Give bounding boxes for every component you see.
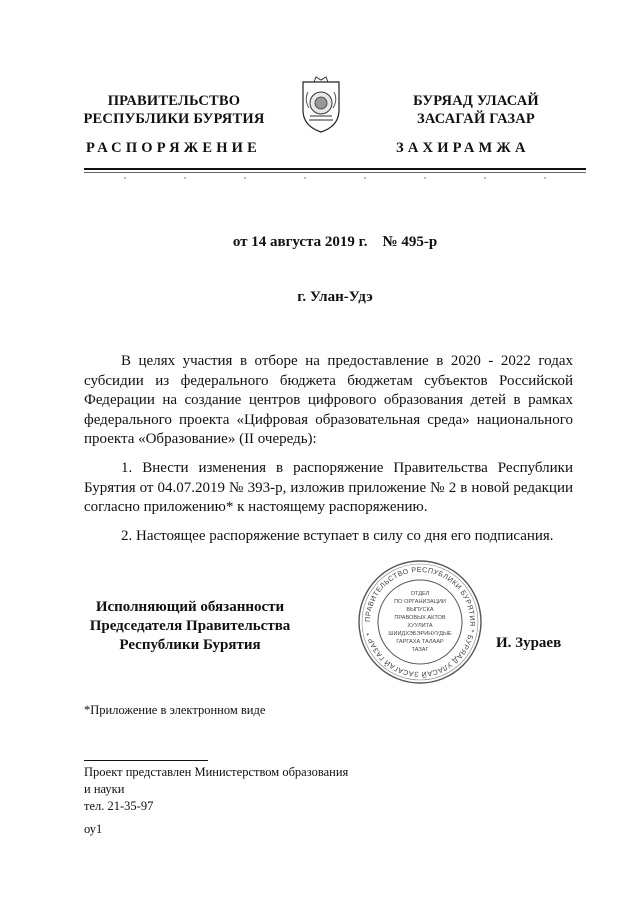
doc-type-left: РАСПОРЯЖЕНИЕ — [86, 140, 262, 156]
signatory-name: И. Зураев — [496, 635, 562, 651]
signatory-title — [74, 598, 306, 655]
signatory-title-line1: Исполняющий обязанности — [95, 599, 285, 615]
header-rule-thick — [84, 168, 586, 170]
stamp-line5: ХУУЛИТА — [407, 623, 433, 629]
stamp-line2: ПО ОРГАНИЗАЦИИ — [394, 599, 446, 605]
coat-of-arms-icon — [300, 76, 342, 134]
header-right-line1: БУРЯАД УЛАСАЙ — [413, 93, 539, 109]
footnote: *Приложение в электронном виде — [84, 703, 266, 717]
date-number: от 14 августа 2019 г. № 495-р — [232, 234, 438, 250]
footer-line3: тел. 21-35-97 — [84, 799, 154, 813]
intro-paragraph: В целях участия в отборе на предоставление в 2020 - 2022 годах субсидии из федерального бюджета бюджетам субъектов Российской Федерации на создание центров цифрового образования детей в рамках федерального проекта «Цифровая образовательная среда» национального проекта «Образование» (II очередь): — [84, 353, 573, 447]
stamp-ring-text: ПРАВИТЕЛЬСТВО РЕСПУБЛИКИ БУРЯТИЯ * БУРЯАД УЛАСАЙ ЗАСАГАЙ ГАЗАР * — [362, 564, 478, 680]
stamp-line1: ОТДЕЛ — [410, 591, 430, 597]
signatory-title-line3: Республики Бурятия — [119, 637, 261, 653]
footer-line1: Проект представлен Министерством образования — [84, 765, 349, 779]
header-left-line1: ПРАВИТЕЛЬСТВО — [107, 93, 241, 109]
official-stamp — [356, 558, 484, 686]
stamp-line4: ПРАВОВЫХ АКТОВ — [394, 615, 446, 621]
doc-type-right: ЗАХИРАМЖА — [396, 140, 530, 156]
item-1-paragraph: 1. Внести изменения в распоряжение Правительства Республики Бурятия от 04.07.2019 № 393-р, изложив приложение № 2 в новой редакции согласно приложению* к настоящему распоряжению. — [84, 460, 573, 515]
stamp-line6: ШИИДХЭБЭРИНУУДЫЕ — [388, 631, 452, 637]
header-dots — [84, 177, 586, 181]
signatory-title-line2: Председателя Правительства — [89, 618, 291, 634]
footer-rule — [84, 760, 208, 761]
header-left-line2: РЕСПУБЛИКИ БУРЯТИЯ — [83, 111, 265, 127]
city: г. Улан-Удэ — [297, 289, 373, 305]
header-left — [60, 92, 288, 128]
stamp-line3: ВЫПУСКА — [406, 607, 434, 613]
header-right — [362, 92, 590, 128]
stamp-line8: ТАЗАГ — [411, 647, 429, 653]
footer-code: оу1 — [84, 822, 103, 836]
footer-line2: и науки — [84, 782, 125, 796]
item-2-paragraph: 2. Настоящее распоряжение вступает в силу со дня его подписания. — [121, 528, 554, 544]
footer-info — [84, 764, 348, 815]
header-right-line2: ЗАСАГАЙ ГАЗАР — [417, 111, 535, 127]
svg-text:ПРАВИТЕЛЬСТВО РЕСПУБЛИКИ БУРЯТ — [363, 565, 477, 679]
header-rule-thin — [84, 172, 586, 173]
stamp-line7: ГАРГАХА ТАЛААР — [396, 639, 444, 645]
